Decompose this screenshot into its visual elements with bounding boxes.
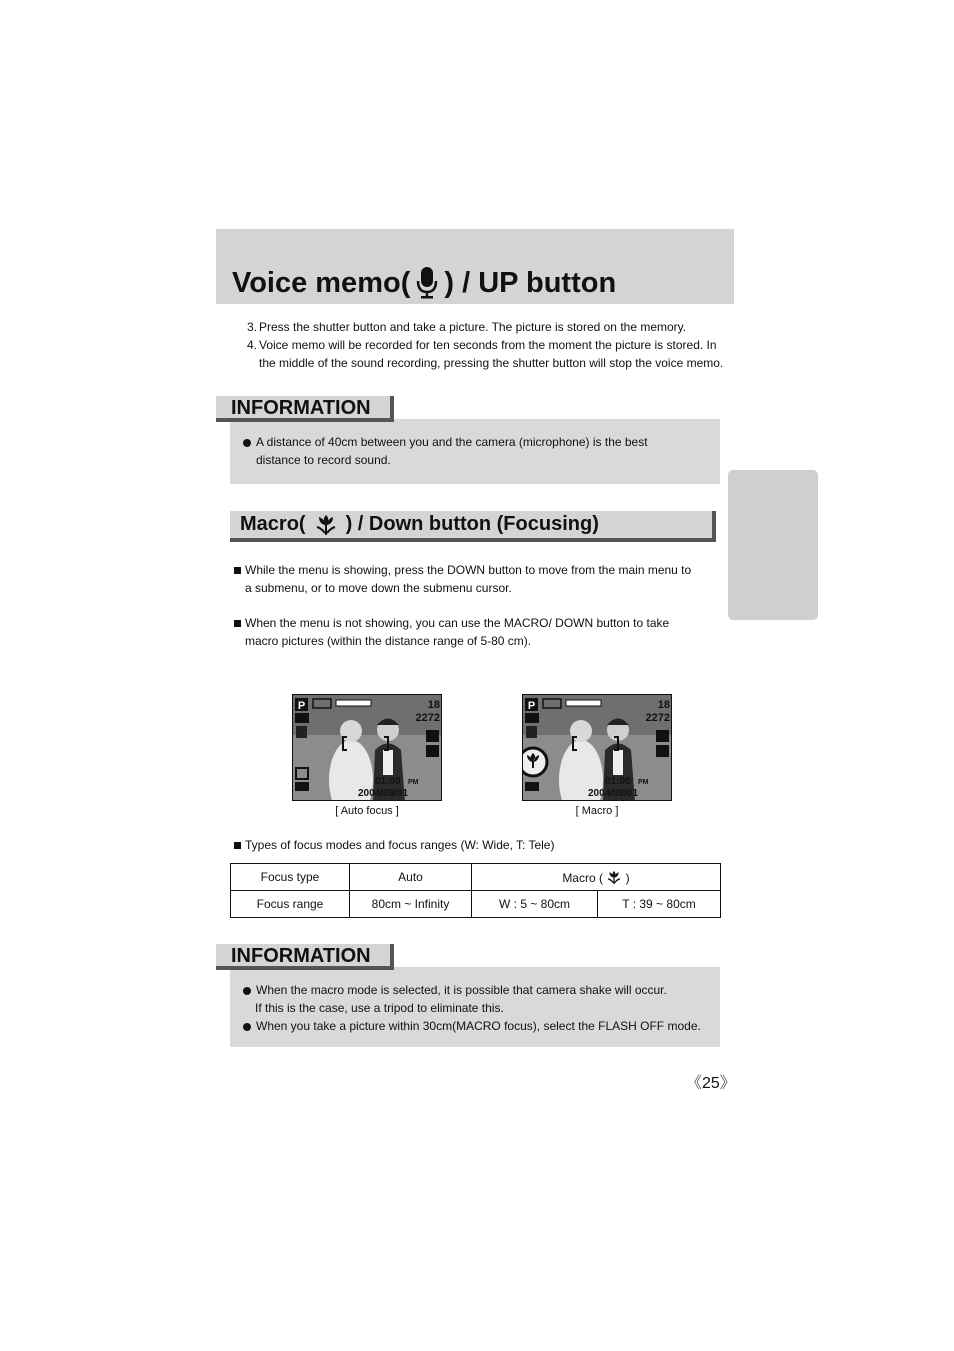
list-item: 4. Voice memo will be recorded for ten seconds from the moment the picture is stored. In the middle of the sound recording, pressing the shutter button will stop the voice memo. xyxy=(247,338,724,370)
list-item: When the menu is not showing, you can use the MACRO/ DOWN button to take macro pictures (within the distance range of 5-80 cm). xyxy=(234,614,694,650)
screen-caption: [ Macro ] xyxy=(575,805,619,817)
image-size: 2272 xyxy=(415,712,440,724)
table-cell: Focus range xyxy=(231,891,350,918)
table-cell: T : 39 ~ 80cm xyxy=(598,891,721,918)
list-item: 3. Press the shutter button and take a picture. The picture is stored on the memory. xyxy=(247,320,687,334)
clock-ampm: PM xyxy=(408,779,419,786)
page-number: 《25》 xyxy=(686,1075,736,1092)
list-item: When the macro mode is selected, it is possible that camera shake will occur. xyxy=(243,981,713,999)
bullet-icon xyxy=(234,842,241,849)
clock-date: 2004/09/01 xyxy=(588,788,639,799)
section-heading: Macro( ) / Down button (Focusing) xyxy=(230,511,716,542)
clock-date: 2004/09/01 xyxy=(358,788,409,799)
bullet-icon xyxy=(243,1023,251,1031)
bullet-icon xyxy=(234,567,241,574)
steps-list xyxy=(247,318,727,372)
table-cell: W : 5 ~ 80cm xyxy=(472,891,598,918)
list-item: A distance of 40cm between you and the camera (microphone) is the best distance to record sound. xyxy=(243,433,693,469)
mode-indicator: P xyxy=(297,700,306,712)
shot-count: 18 xyxy=(657,699,670,711)
bullet-icon xyxy=(243,439,251,447)
image-size: 2272 xyxy=(645,712,670,724)
mode-indicator: P xyxy=(527,700,536,712)
table-cell: Focus type xyxy=(231,864,350,891)
table-cell: Auto xyxy=(350,864,472,891)
list-item: If this is the case, use a tripod to eliminate this. xyxy=(255,1001,504,1015)
information-content xyxy=(243,981,713,1035)
page-title: Voice memo( ) / UP button xyxy=(232,266,617,299)
table-cell: Macro ( ) xyxy=(472,864,721,891)
list-item: While the menu is showing, press the DOWN button to move from the main menu to a submenu, or to move down the submenu cursor. xyxy=(234,561,694,597)
table-row xyxy=(231,891,721,918)
macro-flower-icon xyxy=(606,869,622,886)
shot-count: 18 xyxy=(427,699,440,711)
clock-time: 01:00 xyxy=(375,776,401,787)
information-label: INFORMATION xyxy=(216,396,394,422)
table-row xyxy=(231,864,721,891)
focus-table xyxy=(230,863,721,918)
information-content xyxy=(243,433,693,469)
lcd-screen-macro xyxy=(522,694,672,801)
table-cell: 80cm ~ Infinity xyxy=(350,891,472,918)
bullet-icon xyxy=(243,987,251,995)
list-item: When you take a picture within 30cm(MACRO focus), select the FLASH OFF mode. xyxy=(243,1017,713,1035)
bullet-icon xyxy=(234,620,241,627)
macro-description xyxy=(234,561,694,650)
lcd-screen-auto-focus xyxy=(292,694,442,801)
clock-ampm: PM xyxy=(638,779,649,786)
clock-time: 01:00 xyxy=(605,776,631,787)
side-tab xyxy=(728,470,818,620)
information-label: INFORMATION xyxy=(216,944,394,970)
microphone-icon xyxy=(416,266,438,300)
screen-caption: [ Auto focus ] xyxy=(335,805,399,817)
macro-flower-icon xyxy=(314,512,338,538)
focus-intro: Types of focus modes and focus ranges (W: Wide, T: Tele) xyxy=(234,836,714,854)
